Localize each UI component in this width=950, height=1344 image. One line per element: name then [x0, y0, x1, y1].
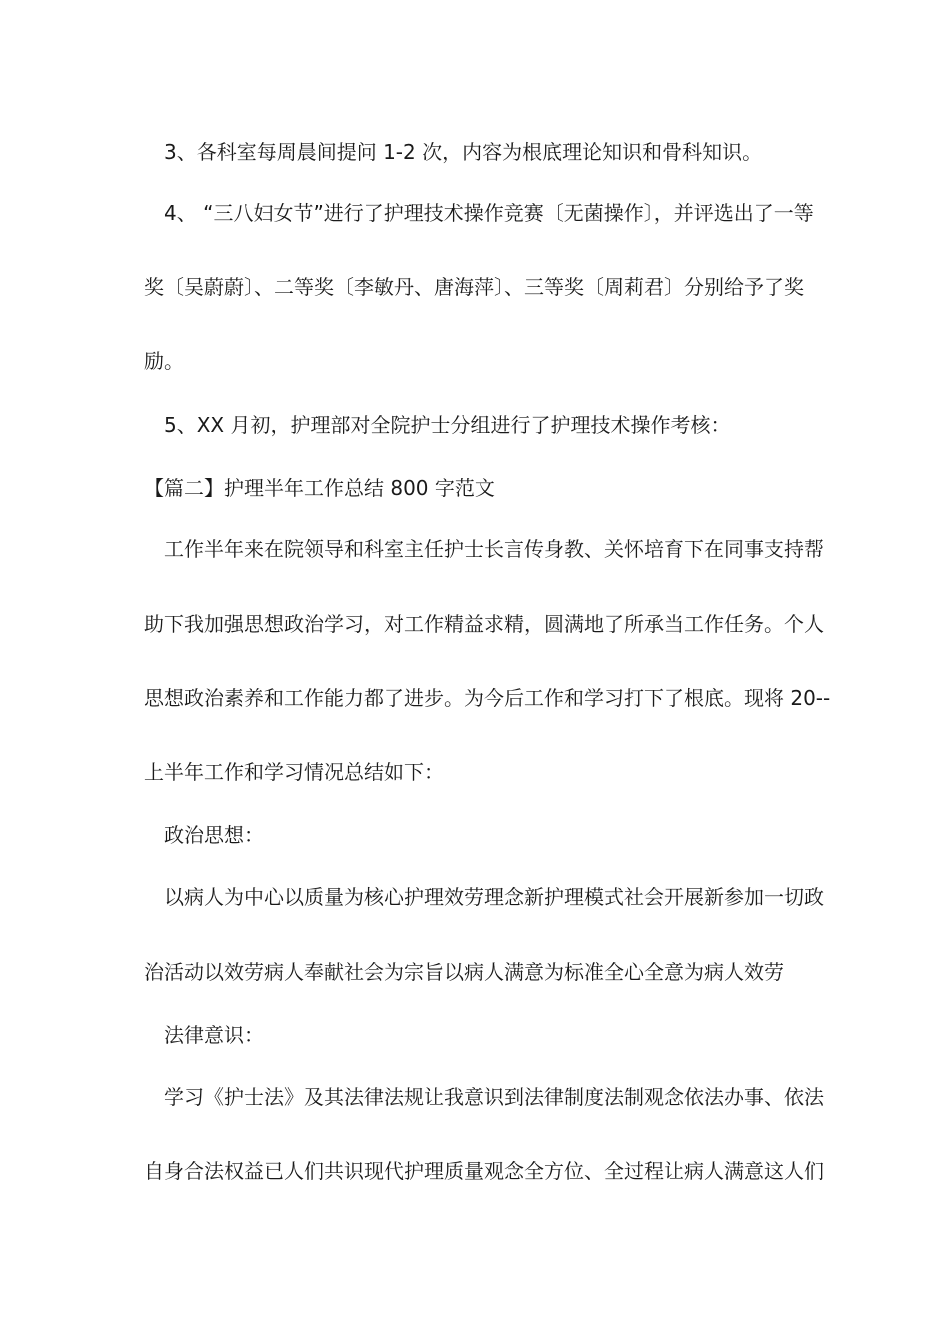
law-paragraph-line-1: 学习《护士法》及其法律法规让我意识到法律制度法制观念依法办事、依法: [164, 1085, 824, 1109]
intro-paragraph-line-2: 助下我加强思想政治学习，对工作精益求精，圆满地了所承当工作任务。个人: [144, 612, 824, 636]
paragraph-item-4-line-3: 励。: [144, 349, 184, 373]
intro-paragraph-line-3: 思想政治素养和工作能力都了进步。为今后工作和学习打下了根底。现将 20--: [144, 686, 831, 710]
paragraph-item-4-line-2: 奖〔吴蔚蔚〕、二等奖〔李敏丹、唐海萍〕、三等奖〔周莉君〕分别给予了奖: [144, 275, 804, 299]
section-heading: 【篇二】护理半年工作总结 800 字范文: [144, 476, 495, 500]
subheading-politics: 政治思想：: [164, 823, 264, 847]
intro-paragraph-line-4: 上半年工作和学习情况总结如下：: [144, 760, 444, 784]
paragraph-item-4-line-1: 4、 “三八妇女节”进行了护理技术操作竞赛〔无菌操作〕，并评选出了一等: [164, 201, 814, 225]
subheading-law: 法律意识：: [164, 1023, 264, 1047]
intro-paragraph-line-1: 工作半年来在院领导和科室主任护士长言传身教、关怀培育下在同事支持帮: [164, 537, 824, 561]
law-paragraph-line-2: 自身合法权益已人们共识现代护理质量观念全方位、全过程让病人满意这人们: [144, 1159, 824, 1183]
politics-paragraph-line-2: 治活动以效劳病人奉献社会为宗旨以病人满意为标准全心全意为病人效劳: [144, 960, 784, 984]
paragraph-item-3: 3、各科室每周晨间提问 1-2 次，内容为根底理论知识和骨科知识。: [164, 140, 763, 164]
politics-paragraph-line-1: 以病人为中心以质量为核心护理效劳理念新护理模式社会开展新参加一切政: [164, 885, 824, 909]
paragraph-item-5: 5、XX 月初，护理部对全院护士分组进行了护理技术操作考核：: [164, 413, 731, 437]
